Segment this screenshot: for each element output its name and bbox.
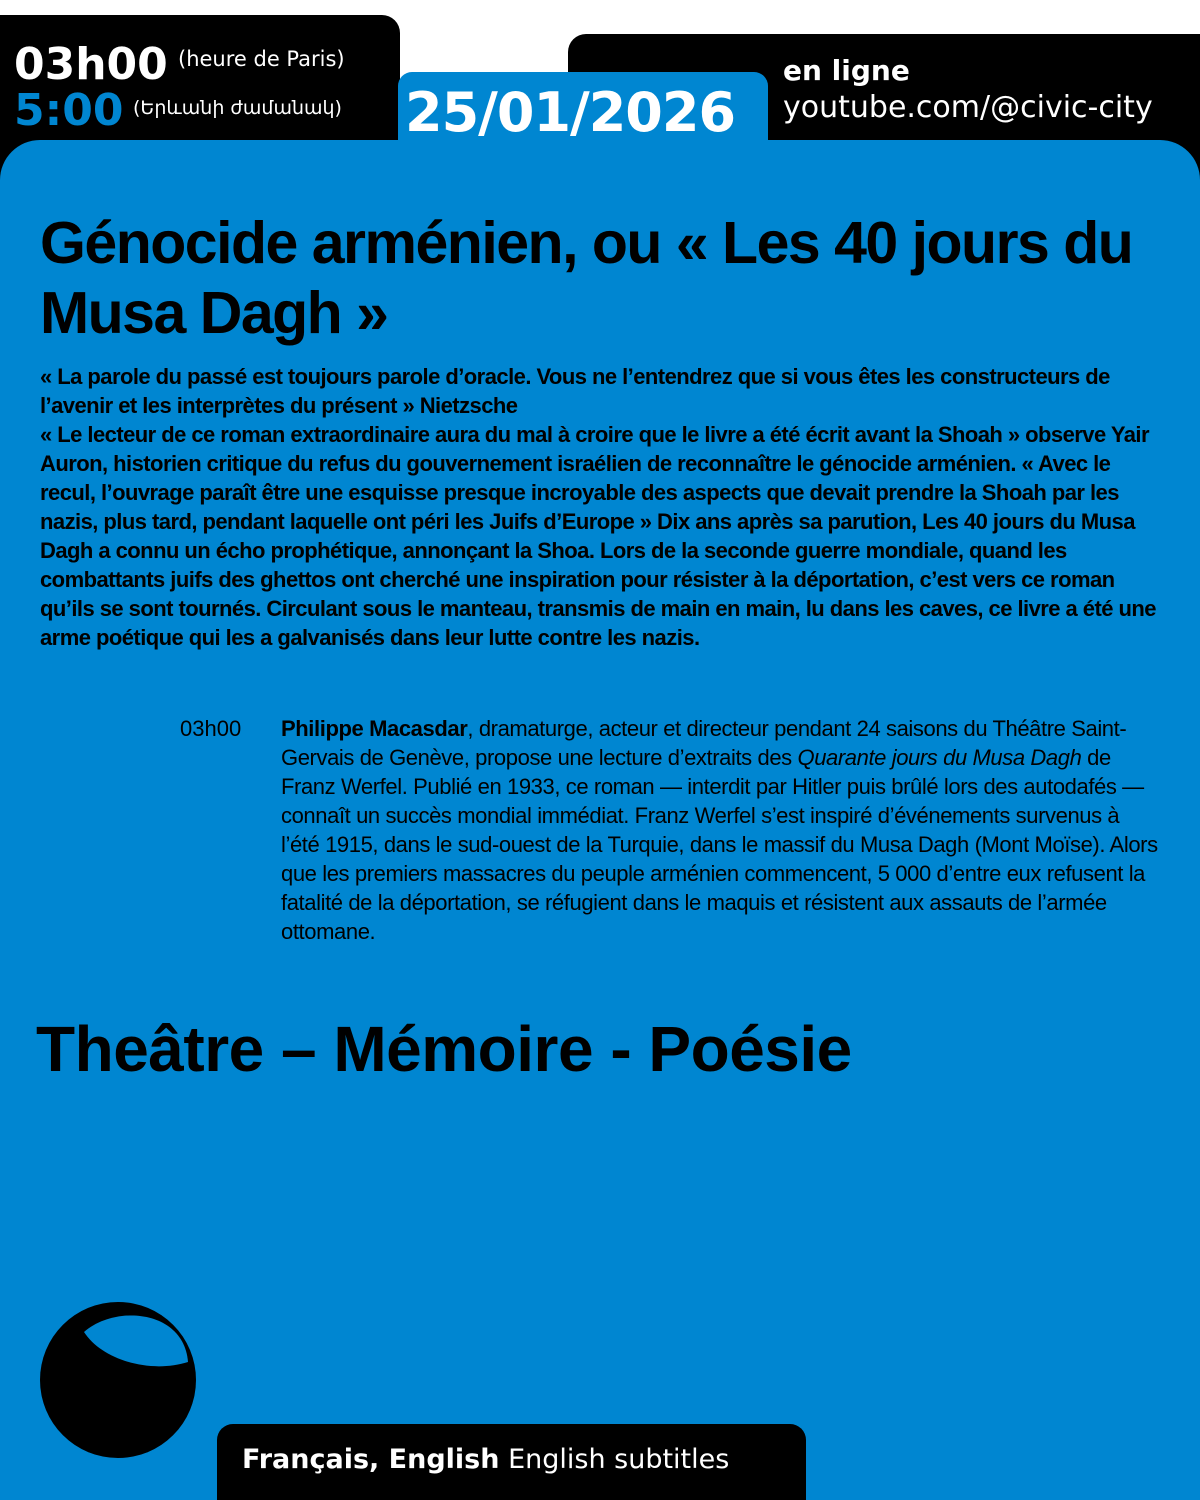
online-url[interactable]: youtube.com/@civic-city [783,90,1153,125]
intro-quote: « La parole du passé est toujours parole d’oracle. Vous ne l’entendrez que si vous êtes les constructeurs de l’avenir et les interprètes du présent » Nietzsche [40,364,1110,418]
event-date: 25/01/2026 [405,81,736,144]
intro-text [40,362,1170,652]
online-label: en ligne [783,54,910,87]
subtitle-languages: English subtitles [508,1444,730,1475]
event-desc-part-1: , dramaturge, acteur et directeur pendant 24 saisons du Théâtre Saint-Gervais de Genève, propose une lecture d’extraits des [281,716,1127,770]
book-title: Quarante jours du Musa Dagh [797,745,1082,770]
event-description [281,714,1161,946]
event-desc-part-2: de Franz Werfel. Publié en 1933, ce roman — interdit par Hitler puis brûlé lors des autodafés — connaît un succès mondial immédiat. Franz Werfel s’est inspiré d’événements survenus à l’été 1915, dans le sud-ouest de la Turquie, dans le massif du Musa Dagh (Mont Moïse). Alors que les premiers massacres du peuple arménien commencent, 5 000 d’entre eux refusent la fatalité de la déportation, se réfugient dans le maquis et résistent aux assauts de l’armée ottomane. [281,745,1158,944]
speaker-name: Philippe Macasdar [281,716,468,741]
intro-body: « Le lecteur de ce roman extraordinaire aura du mal à croire que le livre a été écrit avant la Shoah » observe Yair Auron, historien critique du refus du gouvernement israélien de reconnaître le génocide arménien. « Avec le recul, l’ouvrage paraît être une esquisse presque incroyable des aspects que devait prendre la Shoah par les nazis, plus tard, pendant laquelle ont péri les Juifs d’Europe » Dix ans après sa parution, Les 40 jours du Musa Dagh a connu un écho prophétique, annonçant la Shoa. Lors de la seconde guerre mondiale, quand les combattants juifs des ghettos ont cherché une inspiration pour résister à la déportation, c’est vers ce roman qu’ils se sont tournés. Circulant sous le manteau, transmis de main en main, lu dans les caves, ce livre a été une arme poétique qui les a galvanisés dans leur lutte contre les nazis. [40,422,1156,650]
event-categories: Theâtre – Mémoire - Poésie [36,1013,852,1085]
event-time: 03h00 [180,716,242,741]
circle-logo-icon [40,1302,196,1458]
time-paris: 03h00 [14,39,168,90]
label-yerevan: (Երևանի ժամանակ) [133,97,342,119]
label-paris: (heure de Paris) [178,47,345,71]
time-yerevan: 5:00 [14,85,124,136]
language-info [242,1444,729,1475]
spoken-languages: Français, English [242,1444,500,1475]
page-title: Génocide arménien, ou « Les 40 jours du Musa Dagh » [40,210,1133,346]
